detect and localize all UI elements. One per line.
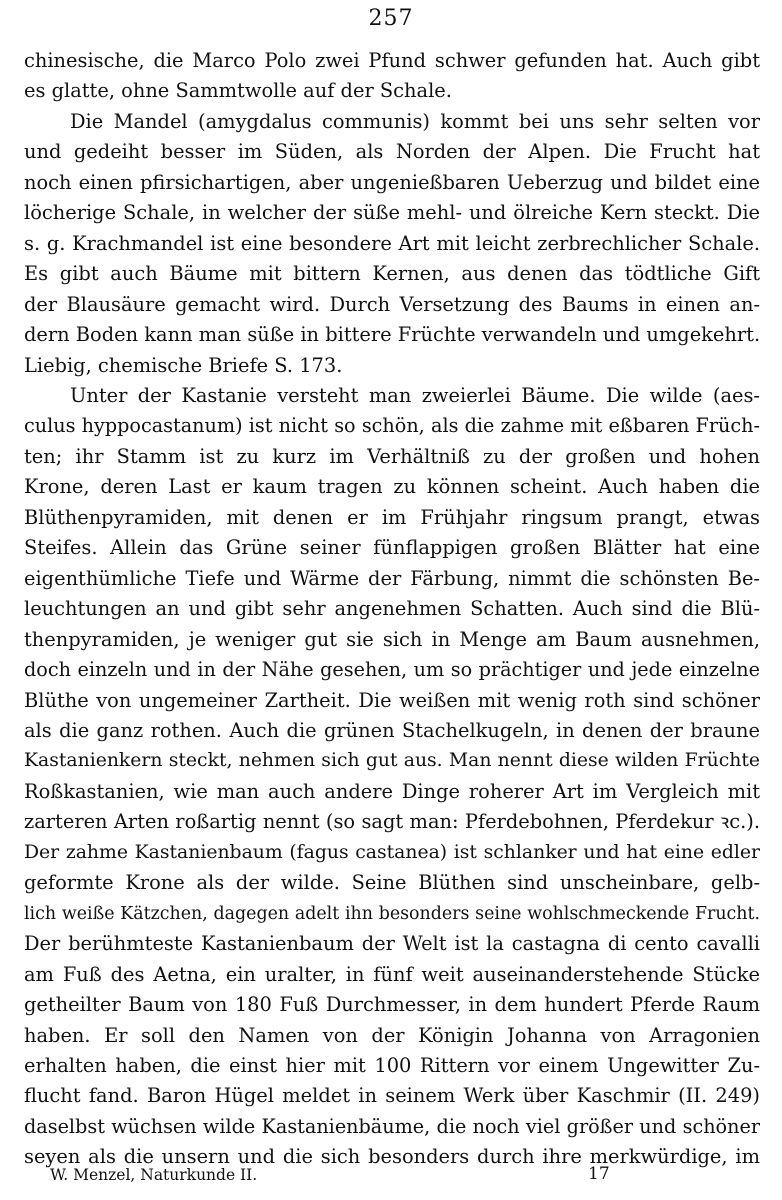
text-line: und gedeiht besser im Süden, als Norden der Alpen. Die Frucht hat [24,140,760,164]
text-line: zarteren Arten roßartig nennt (so sagt man: Pferdebohnen, Pferdekur ꝛc.). [24,810,760,834]
text-line: s. g. Krachmandel ist eine besondere Art mit leicht zerbrechlicher Schale. [24,231,760,255]
text-line: löcherige Schale, in welcher der süße mehl- und ölreiche Kern steckt. Die [24,201,760,225]
text-line: haben. Er soll den Namen von der Königin Johanna von Arragonien [24,1023,760,1047]
text-line: ten; ihr Stamm ist zu kurz im Verhältniß zu der großen und hohen [24,444,760,468]
text-line: daselbst wüchsen wilde Kastanienbäume, die noch viel größer und schöner [24,1114,760,1138]
text-line: Roßkastanien, wie man auch andere Dinge roherer Art im Vergleich mit [24,779,760,803]
text-line: noch einen pfirsichartigen, aber ungenießbaren Ueberzug und bildet eine [24,170,760,194]
text-line: leuchtungen an und gibt sehr angenehmen Schatten. Auch sind die Blü- [24,597,760,621]
page-number: 257 [368,6,414,31]
text-line: Blüthe von ungemeiner Zartheit. Die weißen mit wenig roth sind schöner [24,688,760,712]
text-line: Blüthenpyramiden, mit denen er im Frühjahr ringsum prangt, etwas [24,505,760,529]
text-line: es glatte, ohne Sammtwolle auf der Schale. [24,79,452,103]
text-line: Der zahme Kastanienbaum (fagus castanea) ist schlanker und hat eine edler [24,841,760,863]
sheet-number: 17 [588,1164,610,1184]
text-line: erhalten haben, die einst hier mit 100 Rittern vor einem Ungewitter Zu- [24,1053,760,1077]
body-text [24,46,760,1173]
text-line: doch einzeln und in der Nähe gesehen, um so prächtiger und jede einzelne [24,658,760,682]
text-line: als die ganz rothen. Auch die grünen Stachelkugeln, in denen der braune [24,718,760,742]
text-line: Es gibt auch Bäume mit bittern Kernen, aus denen das tödtliche Gift [24,262,760,286]
text-line: Steifes. Allein das Grüne seiner fünflappigen großen Blätter hat eine [24,536,760,560]
text-line: Kastanienkern steckt, nehmen sich gut aus. Man nennt diese wilden Früchte [24,750,760,772]
text-line: thenpyramiden, je weniger gut sie sich in Menge am Baum ausnehmen, [24,627,760,651]
text-line: culus hyppocastanum) ist nicht so schön, als die zahme mit eßbaren Früch- [24,414,760,438]
text-line: am Fuß des Aetna, ein uralter, in fünf weit auseinanderstehende Stücke [24,962,760,986]
text-line: Liebig, chemische Briefe S. 173. [24,353,343,377]
text-line: getheilter Baum von 180 Fuß Durchmesser, in dem hundert Pferde Raum [24,993,760,1017]
text-line: Krone, deren Last er kaum tragen zu können scheint. Auch haben die [24,475,760,499]
text-line: flucht fand. Baron Hügel meldet in seinem Werk über Kaschmir (II. 249) [24,1084,760,1108]
text-line: lich weiße Kätzchen, dagegen adelt ihn besonders seine wohlschmeckende Frucht. [24,903,760,924]
text-line: geformte Krone als der wilde. Seine Blüthen sind unscheinbare, gelb- [24,871,760,895]
text-line: dern Boden kann man süße in bittere Früchte verwandeln und umgekehrt. [24,323,760,347]
text-line: eigenthümliche Tiefe und Wärme der Färbung, nimmt die schönsten Be- [24,566,760,590]
text-line: seyen als die unsern und die sich besonders durch ihre merkwürdige, im [24,1145,760,1169]
signature-mark: W. Menzel, Naturkunde II. [50,1166,258,1184]
text-line: Der berühmteste Kastanienbaum der Welt ist la castagna di cento cavalli [24,932,760,956]
text-line: Unter der Kastanie versteht man zweierlei Bäume. Die wilde (aes- [70,383,760,407]
text-line: Die Mandel (amygdalus communis) kommt bei uns sehr selten vor [70,109,760,133]
text-line: der Blausäure gemacht wird. Durch Versetzung des Baums in einen an- [24,292,760,316]
text-line: chinesische, die Marco Polo zwei Pfund schwer gefunden hat. Auch gibt [24,49,760,72]
